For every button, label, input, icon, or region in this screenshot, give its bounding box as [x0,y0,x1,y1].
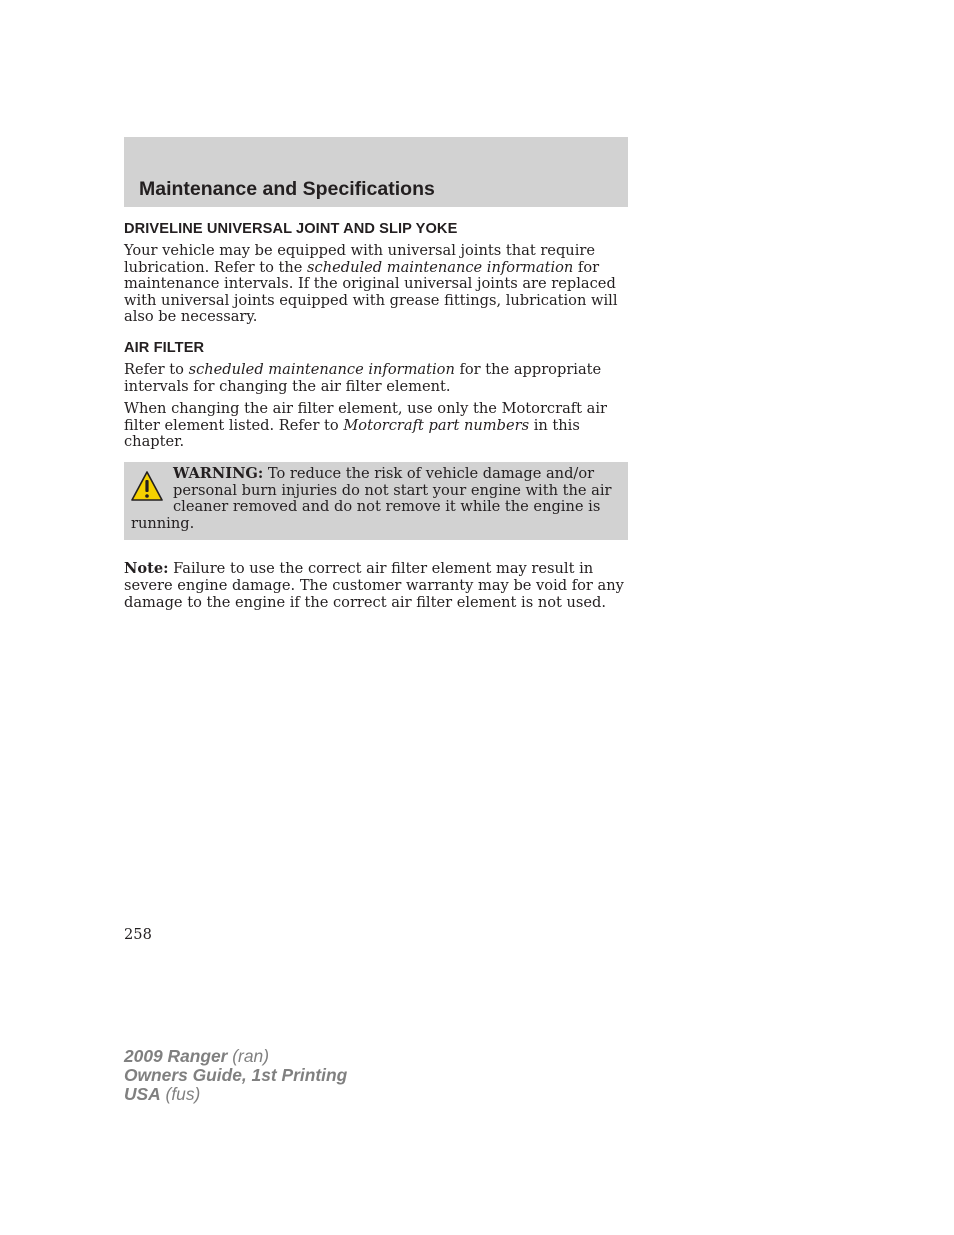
motorcraft-part-numbers-reference: Motorcraft part numbers [343,416,530,434]
chapter-title: Maintenance and Specifications [139,178,435,200]
warning-label: WARNING: [173,464,264,482]
air-filter-paragraph-2: When changing the air filter element, use only the Motorcraft air filter element listed. Refer to Motorcraft part numbers in this chapter. [124,400,608,451]
page-number: 258 [124,926,152,943]
note-label: Note: [124,560,169,578]
note-paragraph: Note: Failure to use the correct air filter element may result in severe engine damage. The customer warranty may be void for any damage to the engine if the correct air filter element is not used. [124,560,624,611]
warning-triangle-icon [131,470,163,502]
footer-line-guide: Owners Guide, 1st Printing [124,1064,348,1085]
driveline-paragraph: Your vehicle may be equipped with universal joints that require lubrication. Refer to the scheduled maintenance information for maintenance intervals. If the original universal joints are replaced with universal joints equipped with grease fittings, lubrication will also be necessary. [124,242,618,326]
section-heading-driveline: DRIVELINE UNIVERSAL JOINT AND SLIP YOKE [124,221,458,237]
section-heading-air-filter: AIR FILTER [124,339,205,356]
footer-line-model: 2009 Ranger (ran) [124,1046,269,1066]
scheduled-maintenance-reference: scheduled maintenance information [188,360,455,378]
document-footer [124,1047,347,1103]
scheduled-maintenance-reference: scheduled maintenance information [307,258,574,276]
footer-line-market: USA (fus) [124,1083,201,1104]
page-content [124,221,628,617]
warning-text: WARNING: To reduce the risk of vehicle damage and/or personal burn injuries do not start your engine with the air cleaner removed and do not remove it while the engine is running. [131,464,612,532]
chapter-header-band [124,137,628,207]
warning-box [124,462,628,540]
air-filter-paragraph-1: Refer to scheduled maintenance information for the appropriate intervals for changing the air filter element. [124,360,602,395]
